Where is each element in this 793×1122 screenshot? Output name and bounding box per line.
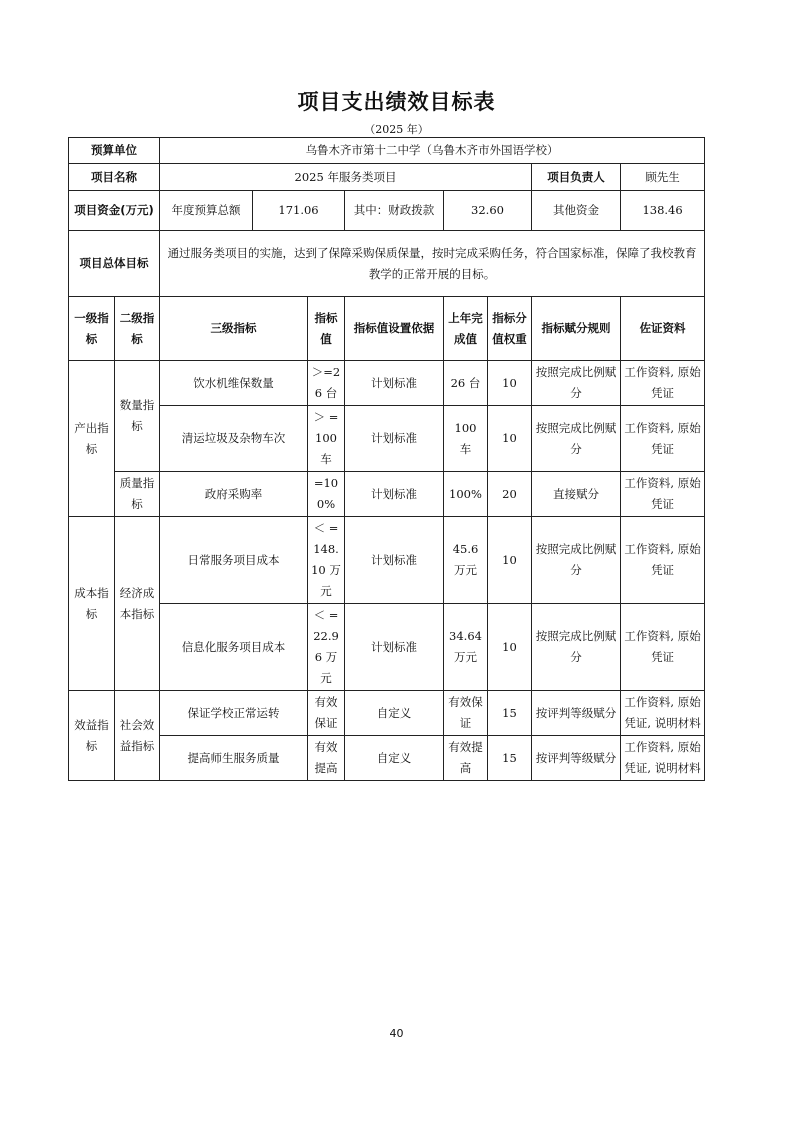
table-row: [69, 406, 705, 472]
level3-cell: 提高师生服务质量: [160, 736, 308, 781]
leader-label: 项目负责人: [532, 164, 621, 191]
col-weight: 指标分值权重: [488, 297, 532, 361]
level3-cell: 保证学校正常运转: [160, 691, 308, 736]
table-row: [69, 472, 705, 517]
rule-cell: 按评判等级赋分: [532, 736, 621, 781]
table-row: [69, 691, 705, 736]
last-year-cell: 45.6 万元: [444, 517, 488, 604]
leader-value: 顾先生: [621, 164, 705, 191]
goal-label: 项目总体目标: [69, 231, 160, 297]
rule-cell: 直接赋分: [532, 472, 621, 517]
group-output: 产出指标: [69, 361, 115, 517]
basis-cell: 自定义: [345, 691, 444, 736]
value-cell: ＞=26 台: [308, 361, 345, 406]
group-quantity: 数量指标: [115, 361, 160, 472]
last-year-cell: 有效提高: [444, 736, 488, 781]
col-level3: 三级指标: [160, 297, 308, 361]
rule-cell: 按照完成比例赋分: [532, 604, 621, 691]
level3-cell: 信息化服务项目成本: [160, 604, 308, 691]
group-quality: 质量指标: [115, 472, 160, 517]
other-funds-value: 138.46: [621, 191, 705, 231]
last-year-cell: 有效保证: [444, 691, 488, 736]
fiscal-value: 32.60: [444, 191, 532, 231]
value-cell: ＞ =100 车: [308, 406, 345, 472]
annual-budget-label: 年度预算总额: [160, 191, 253, 231]
last-year-cell: 100%: [444, 472, 488, 517]
weight-cell: 10: [488, 517, 532, 604]
rule-cell: 按评判等级赋分: [532, 691, 621, 736]
year-label: （2025 年）: [364, 123, 429, 136]
evidence-cell: 工作资料, 原始凭证: [621, 517, 705, 604]
group-social: 社会效益指标: [115, 691, 160, 781]
unit-label: 预算单位: [69, 138, 160, 164]
basis-cell: 自定义: [345, 736, 444, 781]
fund-row: [69, 191, 705, 231]
performance-table: [68, 137, 705, 781]
project-name-value: 2025 年服务类项目: [160, 164, 532, 191]
table-row: [69, 361, 705, 406]
table-row: [69, 517, 705, 604]
group-economic: 经济成本指标: [115, 517, 160, 691]
value-cell: ＜ =148. 10 万元: [308, 517, 345, 604]
evidence-cell: 工作资料, 原始凭证, 说明材料: [621, 736, 705, 781]
col-level2: 二级指标: [115, 297, 160, 361]
weight-cell: 10: [488, 361, 532, 406]
basis-cell: 计划标准: [345, 604, 444, 691]
annual-budget-value: 171.06: [253, 191, 345, 231]
group-benefit: 效益指标: [69, 691, 115, 781]
last-year-cell: 26 台: [444, 361, 488, 406]
col-basis: 指标值设置依据: [345, 297, 444, 361]
col-value: 指标值: [308, 297, 345, 361]
level3-cell: 日常服务项目成本: [160, 517, 308, 604]
basis-cell: 计划标准: [345, 517, 444, 604]
table-row: [69, 736, 705, 781]
evidence-cell: 工作资料, 原始凭证: [621, 361, 705, 406]
weight-cell: 20: [488, 472, 532, 517]
group-cost: 成本指标: [69, 517, 115, 691]
weight-cell: 10: [488, 604, 532, 691]
basis-cell: 计划标准: [345, 472, 444, 517]
weight-cell: 15: [488, 736, 532, 781]
value-cell: =100%: [308, 472, 345, 517]
evidence-cell: 工作资料, 原始凭证: [621, 406, 705, 472]
value-cell: 有效保证: [308, 691, 345, 736]
fund-label: 项目资金(万元): [69, 191, 160, 231]
goal-text: 通过服务类项目的实施，达到了保障采购保质保量，按时完成采购任务，符合国家标准，保障了我校教育教学的正常开展的目标。: [160, 231, 705, 297]
level3-cell: 清运垃圾及杂物车次: [160, 406, 308, 472]
page-number: 40: [389, 1027, 404, 1040]
basis-cell: 计划标准: [345, 361, 444, 406]
table-row: [69, 604, 705, 691]
basis-cell: 计划标准: [345, 406, 444, 472]
col-level1: 一级指标: [69, 297, 115, 361]
rule-cell: 按照完成比例赋分: [532, 517, 621, 604]
weight-cell: 15: [488, 691, 532, 736]
rule-cell: 按照完成比例赋分: [532, 406, 621, 472]
rule-cell: 按照完成比例赋分: [532, 361, 621, 406]
project-name-label: 项目名称: [69, 164, 160, 191]
page-title: 项目支出绩效目标表: [297, 90, 496, 114]
value-cell: ＜ =22.9 6 万元: [308, 604, 345, 691]
last-year-cell: 34.64 万元: [444, 604, 488, 691]
evidence-cell: 工作资料, 原始凭证, 说明材料: [621, 691, 705, 736]
col-evidence: 佐证资料: [621, 297, 705, 361]
col-rule: 指标赋分规则: [532, 297, 621, 361]
unit-row: [69, 138, 705, 164]
col-last-year: 上年完成值: [444, 297, 488, 361]
value-cell: 有效提高: [308, 736, 345, 781]
other-funds-label: 其他资金: [532, 191, 621, 231]
last-year-cell: 100 车: [444, 406, 488, 472]
evidence-cell: 工作资料, 原始凭证: [621, 604, 705, 691]
level3-cell: 政府采购率: [160, 472, 308, 517]
unit-value: 乌鲁木齐市第十二中学（乌鲁木齐市外国语学校）: [160, 138, 705, 164]
goal-row: [69, 231, 705, 297]
column-header-row: [69, 297, 705, 361]
evidence-cell: 工作资料, 原始凭证: [621, 472, 705, 517]
fiscal-label: 其中：财政拨款: [345, 191, 444, 231]
project-name-row: [69, 164, 705, 191]
weight-cell: 10: [488, 406, 532, 472]
level3-cell: 饮水机维保数量: [160, 361, 308, 406]
